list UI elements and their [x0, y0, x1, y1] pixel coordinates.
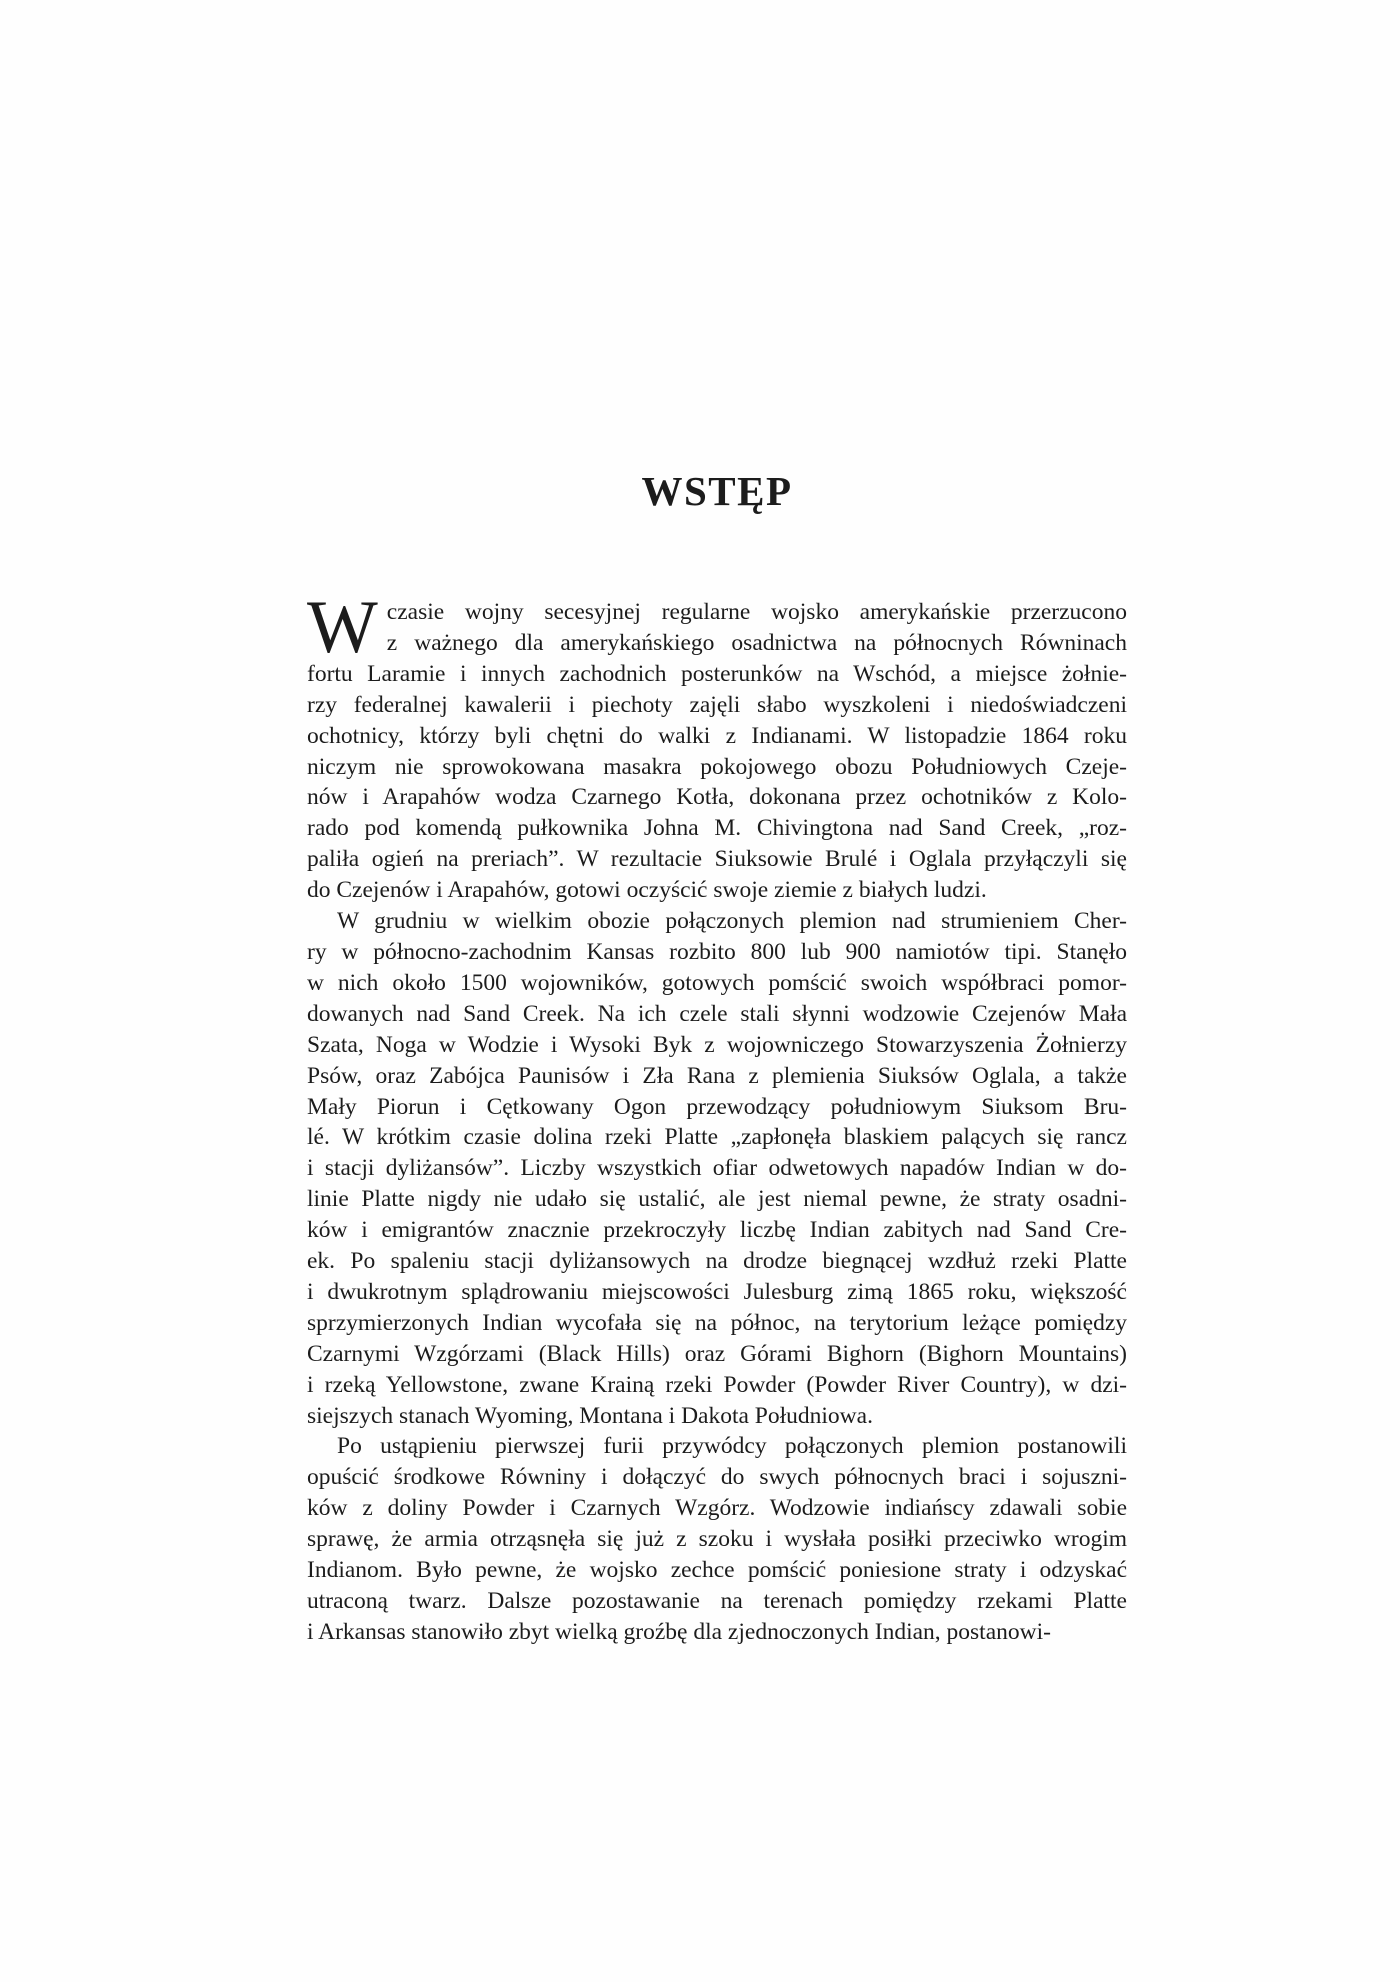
text-line: czasie wojny secesyjnej regularne wojsko amerykańskie przerzucono — [386, 599, 1127, 625]
text-line: Mały Piorun i Cętkowany Ogon przewodzący południowym Siuksom Bru- — [307, 1093, 1127, 1120]
text-line: linie Platte nigdy nie udało się ustalić, ale jest niemal pewne, że straty osadni- — [307, 1186, 1127, 1213]
text-line: Szata, Noga w Wodzie i Wysoki Byk z wojowniczego Stowarzyszenia Żołnierzy — [307, 1031, 1127, 1058]
paragraph — [307, 1431, 1127, 1647]
text-line: rado pod komendą pułkownika Johna M. Chivingtona nad Sand Creek, „roz- — [307, 815, 1127, 842]
text-line: Po ustąpieniu pierwszej furii przywódcy połączonych plemion postanowili — [337, 1433, 1127, 1460]
text-line: i dwukrotnym splądrowaniu miejscowości Julesburg zimą 1865 roku, większość — [307, 1278, 1127, 1305]
text-line: ek. Po spaleniu stacji dyliżansowych na drodze biegnącej wzdłuż rzeki Platte — [307, 1248, 1127, 1275]
paragraph — [307, 586, 1127, 906]
chapter-title: WSTĘP — [641, 468, 793, 514]
text-line: dowanych nad Sand Creek. Na ich czele stali słynni wodzowie Czejenów Mała — [307, 1000, 1127, 1027]
text-line: paliła ogień na preriach”. W rezultacie Siuksowie Brulé i Oglala przyłączyli się — [307, 846, 1127, 873]
text-line: ków i emigrantów znacznie przekroczyły liczbę Indian zabitych nad Sand Cre- — [307, 1217, 1127, 1244]
text-line: Psów, oraz Zabójca Paunisów i Zła Rana z plemienia Siuksów Oglala, a także — [307, 1062, 1127, 1089]
drop-cap: W — [307, 586, 378, 669]
text-line: nów i Arapahów wodza Czarnego Kotła, dokonana przez ochotników z Kolo- — [307, 784, 1127, 811]
text-line: Indianom. Było pewne, że wojsko zechce pomścić poniesione straty i odzyskać — [307, 1557, 1127, 1584]
text-line: i stacji dyliżansów”. Liczby wszystkich ofiar odwetowych napadów Indian w do- — [307, 1155, 1127, 1182]
text-line: ochotnicy, którzy byli chętni do walki z Indianami. W listopadzie 1864 roku — [307, 722, 1127, 749]
text-line: niczym nie sprowokowana masakra pokojowego obozu Południowych Czeje- — [307, 753, 1127, 780]
text-line: sprzymierzonych Indian wycofała się na północ, na terytorium leżące pomiędzy — [307, 1309, 1127, 1336]
text-line: opuścić środkowe Równiny i dołączyć do swych północnych braci i sojuszni- — [307, 1464, 1127, 1491]
text-line: ry w północno-zachodnim Kansas rozbito 800 lub 900 namiotów tipi. Stanęło — [307, 938, 1127, 965]
text-line: siejszych stanach Wyoming, Montana i Dakota Południowa. — [307, 1402, 873, 1429]
text-line: w nich około 1500 wojowników, gotowych pomścić swoich współbraci pomor- — [307, 969, 1127, 996]
text-line: rzy federalnej kawalerii i piechoty zajęli słabo wyszkoleni i niedoświadczeni — [307, 691, 1127, 718]
text-line: fortu Laramie i innych zachodnich posterunków na Wschód, a miejsce żołnie- — [307, 660, 1127, 687]
text-line: Czarnymi Wzgórzami (Black Hills) oraz Górami Bighorn (Bighorn Mountains) — [307, 1340, 1127, 1367]
paragraph — [307, 906, 1127, 1431]
text-line: sprawę, że armia otrząsnęła się już z szoku i wysłała posiłki przeciwko wrogim — [307, 1526, 1127, 1553]
text-line: do Czejenów i Arapahów, gotowi oczyścić swoje ziemie z białych ludzi. — [307, 877, 987, 904]
text-line: W grudniu w wielkim obozie połączonych plemion nad strumieniem Cher- — [337, 908, 1127, 935]
text-line: z ważnego dla amerykańskiego osadnictwa na północnych Równinach — [386, 629, 1127, 656]
text-line: i Arkansas stanowiło zbyt wielką groźbę dla zjednoczonych Indian, postanowi- — [307, 1618, 1051, 1645]
text-line: ków z doliny Powder i Czarnych Wzgórz. Wodzowie indiańscy zdawali sobie — [307, 1495, 1127, 1522]
text-line: lé. W krótkim czasie dolina rzeki Platte „zapłonęła blaskiem palących się rancz — [307, 1124, 1127, 1151]
text-line: utraconą twarz. Dalsze pozostawanie na terenach pomiędzy rzekami Platte — [307, 1588, 1127, 1614]
text-block — [307, 586, 1127, 1648]
text-line: i rzeką Yellowstone, zwane Krainą rzeki Powder (Powder River Country), w dzi- — [307, 1371, 1127, 1398]
